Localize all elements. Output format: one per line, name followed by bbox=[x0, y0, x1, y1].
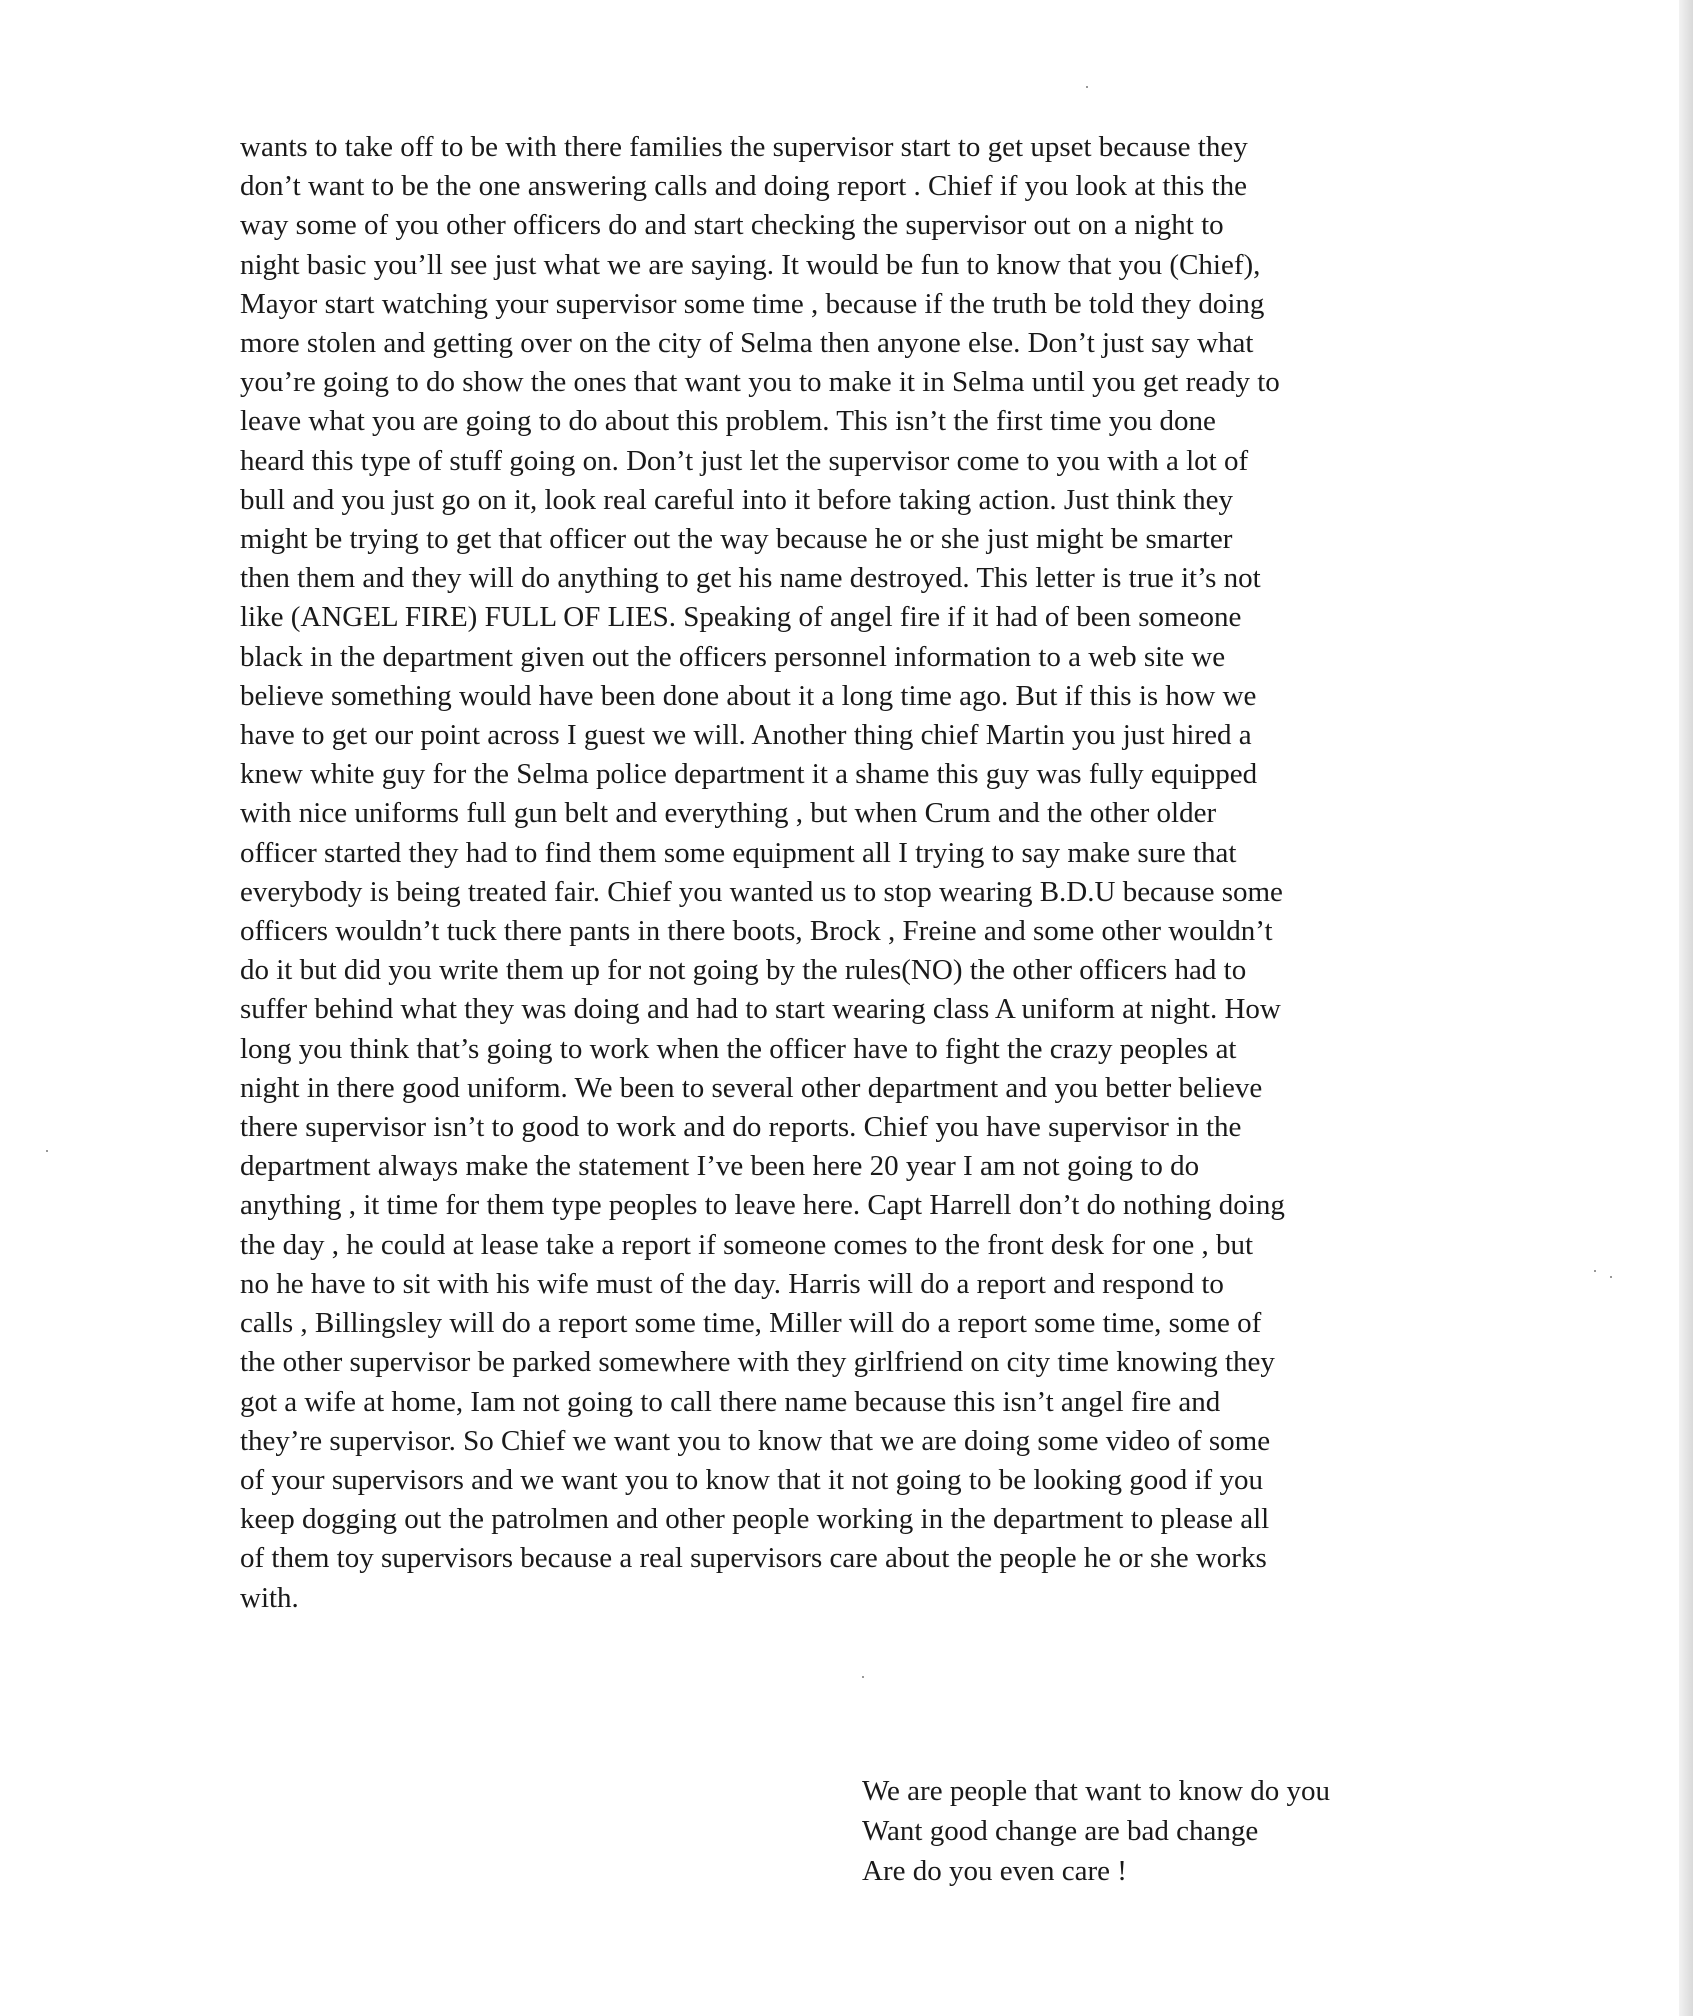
letter-body-line: have to get our point across I guest we will. Another thing chief Martin you just hired a bbox=[240, 719, 1252, 752]
letter-body-line: department always make the statement I’ve been here 20 year I am not going to do bbox=[240, 1150, 1200, 1183]
signoff-line: Want good change are bad change bbox=[862, 1815, 1259, 1847]
letter-body-line: don’t want to be the one answering calls and doing report . Chief if you look at this the bbox=[240, 170, 1247, 203]
letter-body-line: wants to take off to be with there families the supervisor start to get upset because they bbox=[240, 131, 1248, 163]
scan-speck bbox=[1086, 86, 1088, 88]
letter-body-line: then them and they will do anything to get his name destroyed. This letter is true it’s not bbox=[240, 562, 1261, 595]
signoff-line: We are people that want to know do you bbox=[862, 1775, 1330, 1807]
letter-body-line: night basic you’ll see just what we are saying. It would be fun to know that you (Chief), bbox=[240, 248, 1261, 281]
letter-body-line: way some of you other officers do and start checking the supervisor out on a night to bbox=[240, 209, 1224, 242]
letter-body-line: heard this type of stuff going on. Don’t just let the supervisor come to you with a lot of bbox=[240, 444, 1249, 477]
letter-body-line: with nice uniforms full gun belt and everything , but when Crum and the other older bbox=[240, 797, 1217, 830]
scan-speck bbox=[46, 1150, 48, 1152]
letter-signoff bbox=[862, 1771, 1422, 1891]
letter-body-line: everybody is being treated fair. Chief you wanted us to stop wearing B.D.U because some bbox=[240, 875, 1283, 908]
letter-body-line: the other supervisor be parked somewhere with they girlfriend on city time knowing they bbox=[240, 1346, 1275, 1379]
letter-body-line: there supervisor isn’t to good to work and do reports. Chief you have supervisor in the bbox=[240, 1111, 1242, 1144]
letter-body-line: leave what you are going to do about this problem. This isn’t the first time you done bbox=[240, 405, 1216, 438]
scan-speck bbox=[1594, 1270, 1596, 1272]
letter-body-line: got a wife at home, Iam not going to call there name because this isn’t angel fire and bbox=[240, 1385, 1221, 1418]
letter-body-line: might be trying to get that officer out the way because he or she just might be smarter bbox=[240, 523, 1233, 556]
letter-body bbox=[240, 128, 1460, 1618]
letter-body-line: no he have to sit with his wife must of the day. Harris will do a report and respond to bbox=[240, 1267, 1224, 1300]
signoff-line: Are do you even care ! bbox=[862, 1855, 1127, 1887]
letter-body-line: you’re going to do show the ones that want you to make it in Selma until you get ready to bbox=[240, 366, 1280, 399]
letter-body-line: of your supervisors and we want you to know that it not going to be looking good if you bbox=[240, 1463, 1263, 1496]
letter-body-line: of them toy supervisors because a real supervisors care about the people he or she works bbox=[240, 1542, 1267, 1575]
letter-body-line: do it but did you write them up for not going by the rules(NO) the other officers had to bbox=[240, 954, 1247, 987]
letter-body-line: Mayor start watching your supervisor some time , because if the truth be told they doing bbox=[240, 287, 1265, 320]
scan-page-edge-shadow bbox=[1679, 0, 1693, 2016]
scan-speck bbox=[862, 1676, 864, 1678]
letter-body-line: long you think that’s going to work when the officer have to fight the crazy peoples at bbox=[240, 1032, 1237, 1065]
letter-body-line: keep dogging out the patrolmen and other people working in the department to please all bbox=[240, 1503, 1270, 1536]
letter-body-line: suffer behind what they was doing and had to start wearing class A uniform at night. How bbox=[240, 993, 1281, 1026]
letter-body-line: like (ANGEL FIRE) FULL OF LIES. Speaking of angel fire if it had of been someone bbox=[240, 601, 1242, 634]
letter-body-line: anything , it time for them type peoples to leave here. Capt Harrell don’t do nothing doing bbox=[240, 1189, 1285, 1222]
letter-body-line: black in the department given out the officers personnel information to a web site we bbox=[240, 640, 1226, 673]
letter-body-line: officers wouldn’t tuck there pants in there boots, Brock , Freine and some other wouldn’t bbox=[240, 915, 1273, 948]
letter-body-line: the day , he could at lease take a report if someone comes to the front desk for one , but bbox=[240, 1228, 1254, 1261]
scan-speck bbox=[1610, 1276, 1612, 1278]
letter-body-line: they’re supervisor. So Chief we want you to know that we are doing some video of some bbox=[240, 1424, 1271, 1457]
letter-body-line: officer started they had to find them some equipment all I trying to say make sure that bbox=[240, 836, 1237, 869]
letter-body-line: with. bbox=[240, 1581, 299, 1614]
letter-body-line: believe something would have been done about it a long time ago. But if this is how we bbox=[240, 679, 1257, 712]
letter-body-line: more stolen and getting over on the city of Selma then anyone else. Don’t just say what bbox=[240, 327, 1254, 360]
letter-body-line: knew white guy for the Selma police department it a shame this guy was fully equipped bbox=[240, 758, 1258, 791]
letter-body-line: bull and you just go on it, look real careful into it before taking action. Just think they bbox=[240, 483, 1234, 516]
letter-body-line: calls , Billingsley will do a report some time, Miller will do a report some time, some of bbox=[240, 1307, 1262, 1340]
letter-body-line: night in there good uniform. We been to several other department and you better believe bbox=[240, 1071, 1263, 1104]
